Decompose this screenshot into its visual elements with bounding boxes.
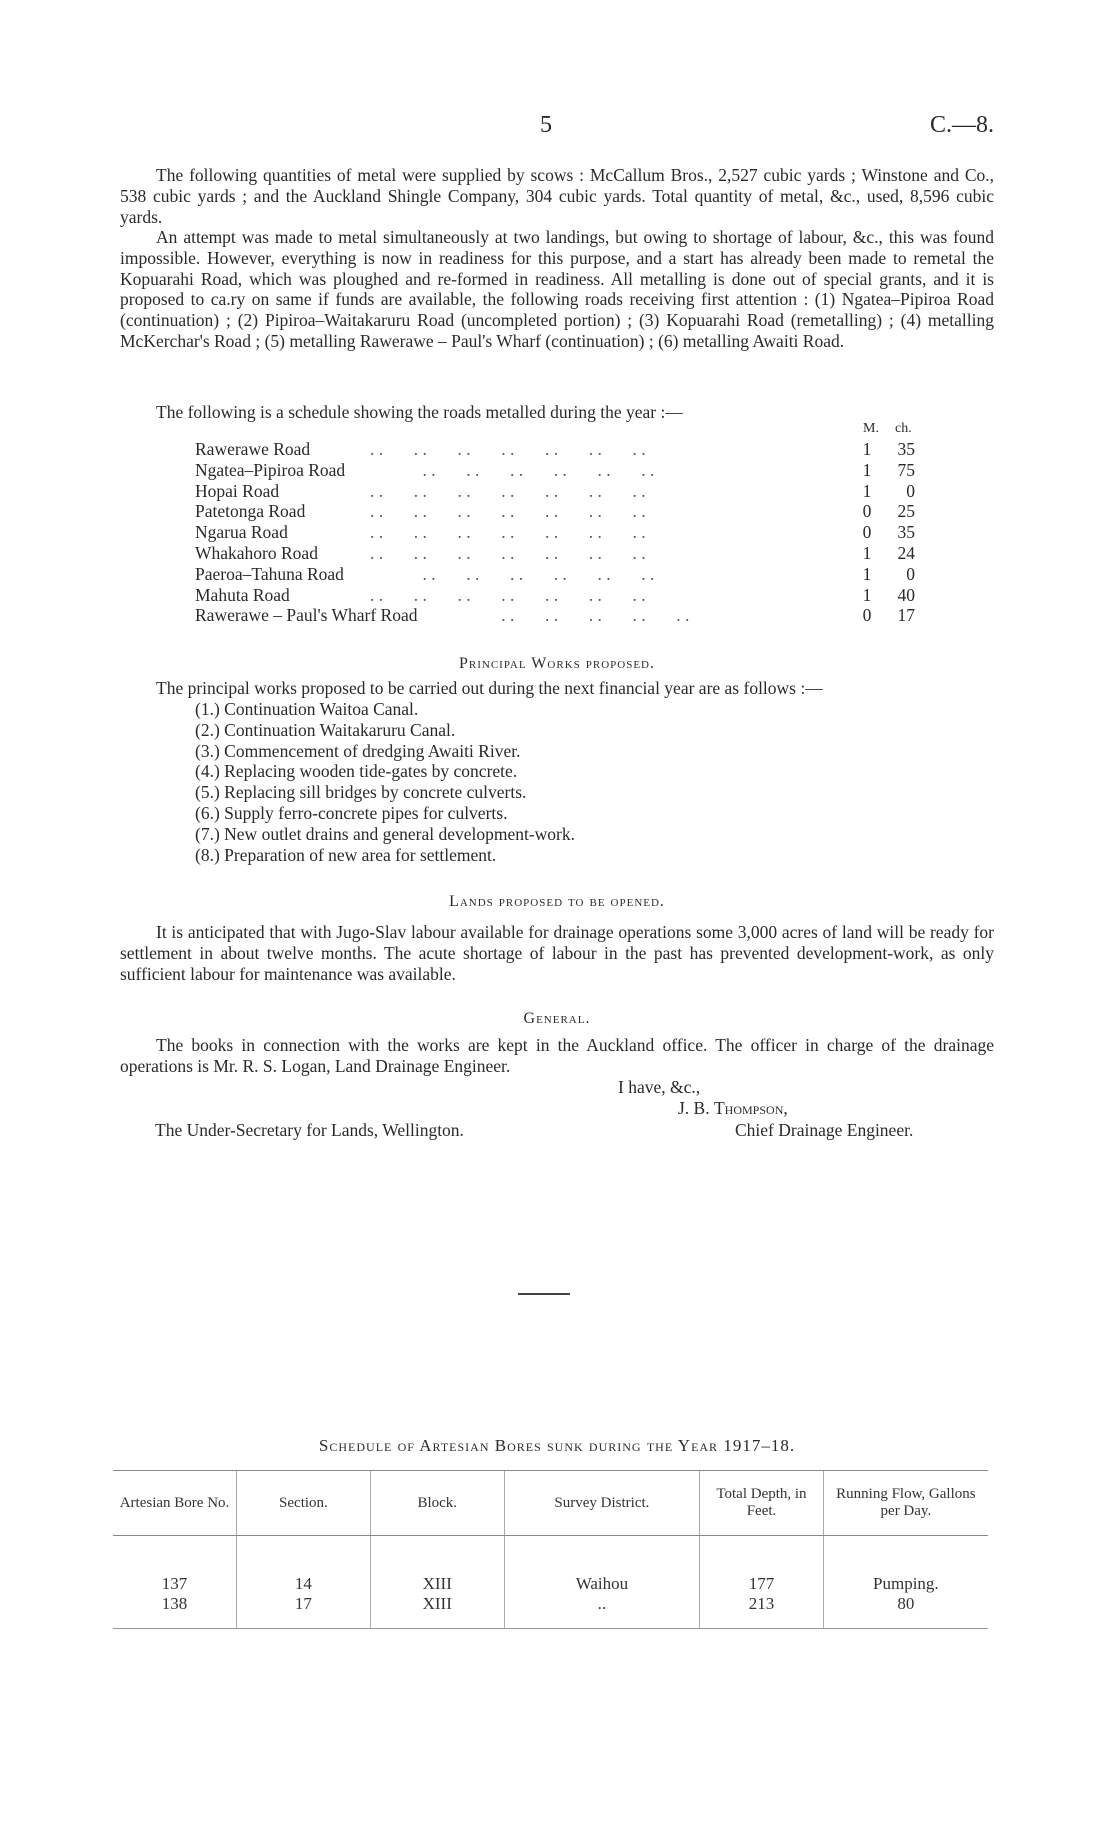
road-chains: 0 — [906, 563, 915, 584]
principal-works-heading: Principal Works proposed. — [458, 655, 655, 672]
leader-dots: . . . . . . . . . . . . . . — [370, 584, 646, 605]
work-item: (7.) New outlet drains and general development-work. — [195, 823, 576, 844]
table-spacer-row — [113, 1536, 988, 1575]
leader-dots: . . . . . . . . . . . . . . — [370, 480, 646, 501]
addressee: The Under-Secretary for Lands, Wellington. — [155, 1120, 464, 1140]
road-row — [195, 522, 930, 543]
work-item: (3.) Commencement of dredging Awaiti River. — [195, 740, 521, 761]
metalling-attempt-paragraph — [120, 227, 994, 352]
road-miles: 1 — [862, 584, 872, 605]
paragraph-text: The following is a schedule showing the roads metalled during the year :— — [156, 402, 683, 422]
road-row — [195, 481, 930, 502]
signatory-surname: Thompson, — [713, 1098, 788, 1118]
road-name: Mahuta Road — [195, 584, 290, 605]
table-header-row — [113, 1471, 988, 1536]
document-reference: C.—8. — [929, 112, 994, 138]
road-row — [195, 439, 930, 460]
section-divider — [518, 1293, 570, 1295]
road-name: Rawerawe Road — [195, 439, 311, 459]
work-item: (6.) Supply ferro-concrete pipes for culverts. — [195, 802, 508, 823]
road-name: Patetonga Road — [195, 501, 306, 522]
page-number: 5 — [540, 112, 552, 138]
metal-supply-paragraph — [120, 165, 994, 227]
bores-schedule-title: Schedule of Artesian Bores sunk during the Year 1917–18. — [318, 1436, 796, 1455]
work-item: (1.) Continuation Waitoa Canal. — [195, 699, 419, 719]
column-header: Survey District. — [504, 1471, 700, 1536]
road-miles: 1 — [862, 459, 872, 480]
paragraph-text: The principal works proposed to be carried out during the next financial year are as follows :— — [156, 678, 823, 698]
work-item: (4.) Replacing wooden tide-gates by concrete. — [195, 761, 518, 782]
road-row — [195, 585, 930, 606]
road-chains: 35 — [897, 522, 915, 543]
table-row — [113, 1594, 988, 1629]
flow-cell: 80 — [823, 1594, 988, 1629]
general-paragraph — [120, 1035, 994, 1077]
table-row — [113, 1574, 988, 1594]
road-chains: 75 — [897, 459, 915, 480]
roads-units-header — [195, 421, 930, 439]
road-row — [195, 564, 930, 585]
work-item: (2.) Continuation Waitakaruru Canal. — [195, 719, 456, 740]
schedule-intro-paragraph — [120, 402, 994, 423]
lands-heading: Lands proposed to be opened. — [449, 893, 665, 910]
block-cell: XIII — [370, 1574, 504, 1594]
bore-number: 137 — [161, 1574, 188, 1593]
road-chains: 17 — [897, 605, 915, 626]
road-row — [195, 605, 930, 626]
flow-cell: Pumping. — [823, 1574, 988, 1594]
survey-district-cell: .. — [504, 1594, 700, 1629]
road-miles: 0 — [862, 501, 872, 522]
road-miles: 1 — [862, 563, 872, 584]
work-item: (8.) Preparation of new area for settlement. — [195, 844, 497, 865]
leader-dots: . . . . . . . . . . . . — [370, 563, 655, 584]
road-miles: 0 — [862, 605, 872, 626]
road-miles: 1 — [862, 480, 872, 501]
paragraph-text: The books in connection with the works are kept in the Auckland office. The officer in charge of the drainage operations is Mr. R. S. Logan, Land Drainage Engineer. — [120, 1035, 994, 1076]
road-name: Paeroa–Tahuna Road — [195, 563, 344, 584]
block-cell: XIII — [370, 1594, 504, 1629]
road-miles: 1 — [862, 439, 872, 459]
general-heading: General. — [523, 1010, 591, 1027]
road-row — [195, 501, 930, 522]
section-cell: 17 — [237, 1594, 371, 1629]
column-header: Total Depth, in Feet. — [700, 1471, 824, 1536]
column-header: Block. — [370, 1471, 504, 1536]
leader-dots: . . . . . . . . . . . . . . — [370, 542, 646, 563]
road-row — [195, 460, 930, 481]
unit-miles: M. — [863, 421, 879, 436]
road-chains: 24 — [897, 542, 915, 563]
principal-works-intro — [120, 678, 994, 699]
column-header: Artesian Bore No. — [113, 1471, 237, 1536]
road-miles: 1 — [862, 542, 872, 563]
principal-works-list — [195, 699, 575, 865]
road-miles: 0 — [862, 522, 872, 543]
leader-dots: . . . . . . . . . . . . . . — [370, 522, 646, 543]
column-header: Running Flow, Gallons per Day. — [823, 1471, 988, 1536]
road-chains: 25 — [897, 501, 915, 522]
signatory-title: Chief Drainage Engineer. — [735, 1120, 914, 1140]
road-chains: 35 — [897, 439, 915, 459]
leader-dots: . . . . . . . . . . . . . . — [370, 439, 646, 459]
unit-chains: ch. — [895, 421, 912, 436]
artesian-bores-table — [113, 1470, 988, 1629]
roads-metalled-schedule — [195, 421, 930, 626]
closing-greeting: I have, &c., — [618, 1077, 701, 1097]
road-name: Ngatea–Pipiroa Road — [195, 459, 346, 480]
paragraph-text: An attempt was made to metal simultaneously at two landings, but owing to shortage of labour, &c., this was found impossible. However, everything is now in readiness for this purpose, and a start has already been made to remetal the Kopuarahi Road, which was ploughed and re-formed in readiness. All metalling is done out of special grants, and it is proposed to ca.ry on same if funds are available, the following roads receiving first attention : (1) Ngatea–Pipiroa Road (continuation) ; (2) Pipiroa–Waitakaruru Road (uncompleted portion) ; (3) Kopuarahi Road (remetalling) ; (4) metalling McKerchar's Road ; (5) metalling Rawerawe – Paul's Wharf (continuation) ; (6) metalling Awaiti Road. — [120, 227, 994, 351]
signatory-initials: J. B. — [678, 1098, 710, 1118]
paragraph-text: It is anticipated that with Jugo-Slav labour available for drainage operations some 3,000 acres of land will be ready for settlement in about twelve months. The acute shortage of labour in the past has prevented development-work, as only sufficient labour for maintenance was available. — [120, 922, 994, 984]
road-name: Whakahoro Road — [195, 542, 318, 563]
road-name: Rawerawe – Paul's Wharf Road — [195, 605, 418, 626]
bore-number: 138 — [113, 1594, 237, 1629]
road-chains: 0 — [906, 480, 915, 501]
section-cell: 14 — [237, 1574, 371, 1594]
signatory — [678, 1098, 788, 1119]
depth-cell: 177 — [700, 1574, 824, 1594]
depth-cell: 213 — [700, 1594, 824, 1629]
leader-dots: . . . . . . . . . . — [370, 605, 690, 626]
leader-dots: . . . . . . . . . . . . — [370, 459, 655, 480]
lands-paragraph — [120, 922, 994, 984]
road-name: Hopai Road — [195, 480, 280, 501]
work-item: (5.) Replacing sill bridges by concrete culverts. — [195, 782, 527, 803]
column-header: Section. — [237, 1471, 371, 1536]
leader-dots: . . . . . . . . . . . . . . — [370, 501, 646, 522]
road-row — [195, 543, 930, 564]
survey-district-cell: Waihou — [504, 1574, 700, 1594]
road-chains: 40 — [897, 584, 915, 605]
road-name: Ngarua Road — [195, 522, 288, 543]
paragraph-text: The following quantities of metal were supplied by scows : McCallum Bros., 2,527 cubic yards ; Winstone and Co., 538 cubic yards ; and the Auckland Shingle Company, 304 cubic yards. Total quantity of metal, &c., used, 8,596 cubic yards. — [120, 165, 994, 227]
